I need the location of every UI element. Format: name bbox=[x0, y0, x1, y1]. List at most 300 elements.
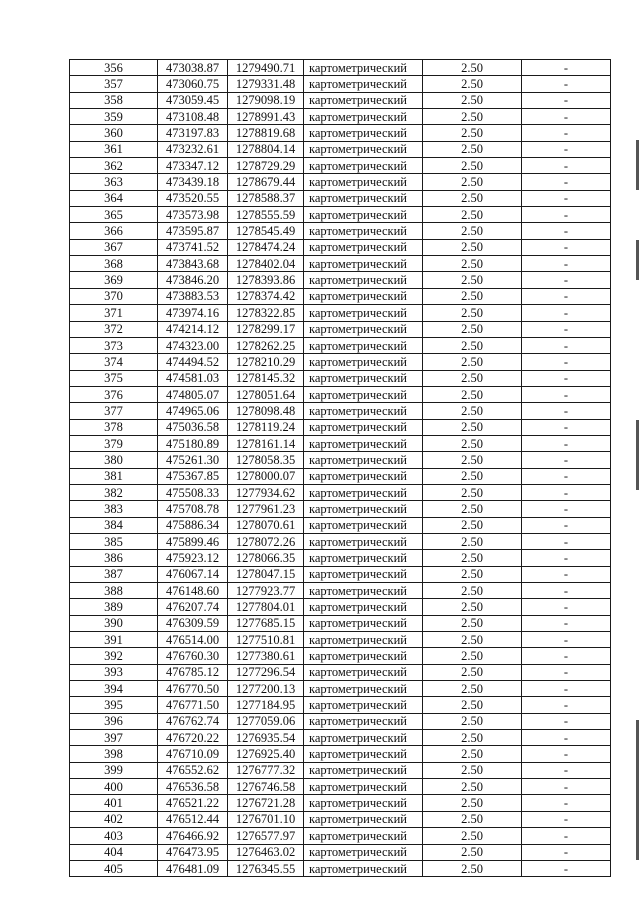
x-coordinate-cell: 476473.95 bbox=[158, 844, 228, 860]
method-cell: картометрический bbox=[304, 386, 423, 402]
x-coordinate-cell: 475923.12 bbox=[158, 550, 228, 566]
method-cell: картометрический bbox=[304, 730, 423, 746]
note-cell: - bbox=[522, 60, 611, 76]
x-coordinate-cell: 476466.92 bbox=[158, 828, 228, 844]
accuracy-cell: 2.50 bbox=[423, 828, 522, 844]
x-coordinate-cell: 474214.12 bbox=[158, 321, 228, 337]
x-coordinate-cell: 476512.44 bbox=[158, 811, 228, 827]
accuracy-cell: 2.50 bbox=[423, 190, 522, 206]
point-number-cell: 388 bbox=[70, 583, 158, 599]
note-cell: - bbox=[522, 92, 611, 108]
table-row bbox=[70, 403, 611, 419]
accuracy-cell: 2.50 bbox=[423, 550, 522, 566]
x-coordinate-cell: 473520.55 bbox=[158, 190, 228, 206]
y-coordinate-cell: 1276701.10 bbox=[228, 811, 304, 827]
x-coordinate-cell: 475367.85 bbox=[158, 468, 228, 484]
point-number-cell: 382 bbox=[70, 484, 158, 500]
accuracy-cell: 2.50 bbox=[423, 370, 522, 386]
accuracy-cell: 2.50 bbox=[423, 583, 522, 599]
note-cell: - bbox=[522, 501, 611, 517]
method-cell: картометрический bbox=[304, 321, 423, 337]
accuracy-cell: 2.50 bbox=[423, 419, 522, 435]
x-coordinate-cell: 476536.58 bbox=[158, 779, 228, 795]
accuracy-cell: 2.50 bbox=[423, 272, 522, 288]
note-cell: - bbox=[522, 370, 611, 386]
y-coordinate-cell: 1278098.48 bbox=[228, 403, 304, 419]
method-cell: картометрический bbox=[304, 60, 423, 76]
table-row bbox=[70, 501, 611, 517]
note-cell: - bbox=[522, 746, 611, 762]
method-cell: картометрический bbox=[304, 811, 423, 827]
method-cell: картометрический bbox=[304, 403, 423, 419]
y-coordinate-cell: 1277961.23 bbox=[228, 501, 304, 517]
accuracy-cell: 2.50 bbox=[423, 860, 522, 876]
method-cell: картометрический bbox=[304, 583, 423, 599]
note-cell: - bbox=[522, 664, 611, 680]
method-cell: картометрический bbox=[304, 501, 423, 517]
accuracy-cell: 2.50 bbox=[423, 795, 522, 811]
point-number-cell: 373 bbox=[70, 337, 158, 353]
y-coordinate-cell: 1276463.02 bbox=[228, 844, 304, 860]
accuracy-cell: 2.50 bbox=[423, 811, 522, 827]
method-cell: картометрический bbox=[304, 697, 423, 713]
accuracy-cell: 2.50 bbox=[423, 92, 522, 108]
method-cell: картометрический bbox=[304, 190, 423, 206]
table-row bbox=[70, 599, 611, 615]
accuracy-cell: 2.50 bbox=[423, 125, 522, 141]
x-coordinate-cell: 476148.60 bbox=[158, 583, 228, 599]
accuracy-cell: 2.50 bbox=[423, 779, 522, 795]
method-cell: картометрический bbox=[304, 713, 423, 729]
table-row bbox=[70, 664, 611, 680]
note-cell: - bbox=[522, 811, 611, 827]
x-coordinate-cell: 475261.30 bbox=[158, 452, 228, 468]
table-row bbox=[70, 779, 611, 795]
point-number-cell: 367 bbox=[70, 239, 158, 255]
note-cell: - bbox=[522, 681, 611, 697]
point-number-cell: 378 bbox=[70, 419, 158, 435]
note-cell: - bbox=[522, 419, 611, 435]
point-number-cell: 386 bbox=[70, 550, 158, 566]
note-cell: - bbox=[522, 615, 611, 631]
point-number-cell: 401 bbox=[70, 795, 158, 811]
point-number-cell: 364 bbox=[70, 190, 158, 206]
y-coordinate-cell: 1278119.24 bbox=[228, 419, 304, 435]
x-coordinate-cell: 476514.00 bbox=[158, 632, 228, 648]
table-row bbox=[70, 158, 611, 174]
x-coordinate-cell: 476552.62 bbox=[158, 762, 228, 778]
table-row bbox=[70, 468, 611, 484]
y-coordinate-cell: 1278070.61 bbox=[228, 517, 304, 533]
method-cell: картометрический bbox=[304, 468, 423, 484]
y-coordinate-cell: 1278679.44 bbox=[228, 174, 304, 190]
point-number-cell: 403 bbox=[70, 828, 158, 844]
note-cell: - bbox=[522, 452, 611, 468]
accuracy-cell: 2.50 bbox=[423, 321, 522, 337]
accuracy-cell: 2.50 bbox=[423, 746, 522, 762]
table-row bbox=[70, 484, 611, 500]
x-coordinate-cell: 476762.74 bbox=[158, 713, 228, 729]
method-cell: картометрический bbox=[304, 435, 423, 451]
table-row bbox=[70, 435, 611, 451]
table-row bbox=[70, 125, 611, 141]
note-cell: - bbox=[522, 860, 611, 876]
note-cell: - bbox=[522, 730, 611, 746]
point-number-cell: 405 bbox=[70, 860, 158, 876]
y-coordinate-cell: 1278051.64 bbox=[228, 386, 304, 402]
table-row bbox=[70, 223, 611, 239]
accuracy-cell: 2.50 bbox=[423, 713, 522, 729]
table-row bbox=[70, 419, 611, 435]
table-row bbox=[70, 795, 611, 811]
y-coordinate-cell: 1278474.24 bbox=[228, 239, 304, 255]
method-cell: картометрический bbox=[304, 828, 423, 844]
accuracy-cell: 2.50 bbox=[423, 60, 522, 76]
table-row bbox=[70, 386, 611, 402]
table-row bbox=[70, 828, 611, 844]
point-number-cell: 368 bbox=[70, 256, 158, 272]
point-number-cell: 400 bbox=[70, 779, 158, 795]
point-number-cell: 379 bbox=[70, 435, 158, 451]
method-cell: картометрический bbox=[304, 762, 423, 778]
x-coordinate-cell: 473060.75 bbox=[158, 76, 228, 92]
x-coordinate-cell: 475180.89 bbox=[158, 435, 228, 451]
accuracy-cell: 2.50 bbox=[423, 517, 522, 533]
x-coordinate-cell: 473439.18 bbox=[158, 174, 228, 190]
table-row bbox=[70, 762, 611, 778]
accuracy-cell: 2.50 bbox=[423, 681, 522, 697]
point-number-cell: 357 bbox=[70, 76, 158, 92]
point-number-cell: 371 bbox=[70, 305, 158, 321]
note-cell: - bbox=[522, 125, 611, 141]
note-cell: - bbox=[522, 484, 611, 500]
table-row bbox=[70, 550, 611, 566]
x-coordinate-cell: 474581.03 bbox=[158, 370, 228, 386]
point-number-cell: 389 bbox=[70, 599, 158, 615]
method-cell: картометрический bbox=[304, 174, 423, 190]
x-coordinate-cell: 476771.50 bbox=[158, 697, 228, 713]
x-coordinate-cell: 473741.52 bbox=[158, 239, 228, 255]
y-coordinate-cell: 1278819.68 bbox=[228, 125, 304, 141]
x-coordinate-cell: 473232.61 bbox=[158, 141, 228, 157]
note-cell: - bbox=[522, 403, 611, 419]
note-cell: - bbox=[522, 109, 611, 125]
y-coordinate-cell: 1279331.48 bbox=[228, 76, 304, 92]
x-coordinate-cell: 476521.22 bbox=[158, 795, 228, 811]
accuracy-cell: 2.50 bbox=[423, 632, 522, 648]
point-number-cell: 363 bbox=[70, 174, 158, 190]
table-row bbox=[70, 207, 611, 223]
table-row bbox=[70, 272, 611, 288]
note-cell: - bbox=[522, 158, 611, 174]
x-coordinate-cell: 475886.34 bbox=[158, 517, 228, 533]
y-coordinate-cell: 1278145.32 bbox=[228, 370, 304, 386]
accuracy-cell: 2.50 bbox=[423, 615, 522, 631]
method-cell: картометрический bbox=[304, 370, 423, 386]
y-coordinate-cell: 1278161.14 bbox=[228, 435, 304, 451]
method-cell: картометрический bbox=[304, 256, 423, 272]
point-number-cell: 370 bbox=[70, 288, 158, 304]
y-coordinate-cell: 1278545.49 bbox=[228, 223, 304, 239]
x-coordinate-cell: 476720.22 bbox=[158, 730, 228, 746]
y-coordinate-cell: 1278393.86 bbox=[228, 272, 304, 288]
point-number-cell: 376 bbox=[70, 386, 158, 402]
note-cell: - bbox=[522, 174, 611, 190]
accuracy-cell: 2.50 bbox=[423, 288, 522, 304]
note-cell: - bbox=[522, 599, 611, 615]
point-number-cell: 381 bbox=[70, 468, 158, 484]
table-row bbox=[70, 190, 611, 206]
table-row bbox=[70, 844, 611, 860]
accuracy-cell: 2.50 bbox=[423, 386, 522, 402]
accuracy-cell: 2.50 bbox=[423, 435, 522, 451]
note-cell: - bbox=[522, 828, 611, 844]
method-cell: картометрический bbox=[304, 223, 423, 239]
method-cell: картометрический bbox=[304, 746, 423, 762]
method-cell: картометрический bbox=[304, 207, 423, 223]
x-coordinate-cell: 475036.58 bbox=[158, 419, 228, 435]
y-coordinate-cell: 1277380.61 bbox=[228, 648, 304, 664]
x-coordinate-cell: 476481.09 bbox=[158, 860, 228, 876]
accuracy-cell: 2.50 bbox=[423, 239, 522, 255]
x-coordinate-cell: 473347.12 bbox=[158, 158, 228, 174]
point-number-cell: 380 bbox=[70, 452, 158, 468]
point-number-cell: 366 bbox=[70, 223, 158, 239]
note-cell: - bbox=[522, 305, 611, 321]
table-row bbox=[70, 632, 611, 648]
x-coordinate-cell: 475708.78 bbox=[158, 501, 228, 517]
method-cell: картометрический bbox=[304, 550, 423, 566]
accuracy-cell: 2.50 bbox=[423, 158, 522, 174]
y-coordinate-cell: 1277934.62 bbox=[228, 484, 304, 500]
point-number-cell: 398 bbox=[70, 746, 158, 762]
point-number-cell: 372 bbox=[70, 321, 158, 337]
note-cell: - bbox=[522, 321, 611, 337]
y-coordinate-cell: 1276746.58 bbox=[228, 779, 304, 795]
point-number-cell: 385 bbox=[70, 533, 158, 549]
method-cell: картометрический bbox=[304, 566, 423, 582]
x-coordinate-cell: 473573.98 bbox=[158, 207, 228, 223]
point-number-cell: 369 bbox=[70, 272, 158, 288]
x-coordinate-cell: 474805.07 bbox=[158, 386, 228, 402]
x-coordinate-cell: 475899.46 bbox=[158, 533, 228, 549]
coordinates-table-body bbox=[70, 60, 611, 877]
note-cell: - bbox=[522, 337, 611, 353]
accuracy-cell: 2.50 bbox=[423, 533, 522, 549]
point-number-cell: 360 bbox=[70, 125, 158, 141]
note-cell: - bbox=[522, 533, 611, 549]
point-number-cell: 374 bbox=[70, 354, 158, 370]
x-coordinate-cell: 476207.74 bbox=[158, 599, 228, 615]
note-cell: - bbox=[522, 207, 611, 223]
accuracy-cell: 2.50 bbox=[423, 223, 522, 239]
method-cell: картометрический bbox=[304, 517, 423, 533]
note-cell: - bbox=[522, 795, 611, 811]
y-coordinate-cell: 1276925.40 bbox=[228, 746, 304, 762]
accuracy-cell: 2.50 bbox=[423, 305, 522, 321]
point-number-cell: 402 bbox=[70, 811, 158, 827]
y-coordinate-cell: 1276577.97 bbox=[228, 828, 304, 844]
method-cell: картометрический bbox=[304, 533, 423, 549]
table-row bbox=[70, 305, 611, 321]
accuracy-cell: 2.50 bbox=[423, 403, 522, 419]
method-cell: картометрический bbox=[304, 779, 423, 795]
table-row bbox=[70, 288, 611, 304]
note-cell: - bbox=[522, 844, 611, 860]
x-coordinate-cell: 473883.53 bbox=[158, 288, 228, 304]
table-row bbox=[70, 681, 611, 697]
method-cell: картометрический bbox=[304, 452, 423, 468]
note-cell: - bbox=[522, 354, 611, 370]
y-coordinate-cell: 1277923.77 bbox=[228, 583, 304, 599]
note-cell: - bbox=[522, 76, 611, 92]
point-number-cell: 404 bbox=[70, 844, 158, 860]
method-cell: картометрический bbox=[304, 125, 423, 141]
accuracy-cell: 2.50 bbox=[423, 501, 522, 517]
y-coordinate-cell: 1277510.81 bbox=[228, 632, 304, 648]
table-row bbox=[70, 174, 611, 190]
method-cell: картометрический bbox=[304, 844, 423, 860]
method-cell: картометрический bbox=[304, 632, 423, 648]
point-number-cell: 390 bbox=[70, 615, 158, 631]
method-cell: картометрический bbox=[304, 158, 423, 174]
table-row bbox=[70, 60, 611, 76]
accuracy-cell: 2.50 bbox=[423, 762, 522, 778]
table-row bbox=[70, 141, 611, 157]
table-row bbox=[70, 697, 611, 713]
table-row bbox=[70, 533, 611, 549]
method-cell: картометрический bbox=[304, 648, 423, 664]
y-coordinate-cell: 1277804.01 bbox=[228, 599, 304, 615]
method-cell: картометрический bbox=[304, 681, 423, 697]
y-coordinate-cell: 1278210.29 bbox=[228, 354, 304, 370]
note-cell: - bbox=[522, 550, 611, 566]
note-cell: - bbox=[522, 223, 611, 239]
point-number-cell: 396 bbox=[70, 713, 158, 729]
point-number-cell: 391 bbox=[70, 632, 158, 648]
accuracy-cell: 2.50 bbox=[423, 337, 522, 353]
y-coordinate-cell: 1276935.54 bbox=[228, 730, 304, 746]
x-coordinate-cell: 473059.45 bbox=[158, 92, 228, 108]
y-coordinate-cell: 1278058.35 bbox=[228, 452, 304, 468]
x-coordinate-cell: 473197.83 bbox=[158, 125, 228, 141]
table-row bbox=[70, 517, 611, 533]
y-coordinate-cell: 1278299.17 bbox=[228, 321, 304, 337]
accuracy-cell: 2.50 bbox=[423, 76, 522, 92]
point-number-cell: 365 bbox=[70, 207, 158, 223]
y-coordinate-cell: 1278555.59 bbox=[228, 207, 304, 223]
table-row bbox=[70, 583, 611, 599]
y-coordinate-cell: 1277296.54 bbox=[228, 664, 304, 680]
y-coordinate-cell: 1278072.26 bbox=[228, 533, 304, 549]
method-cell: картометрический bbox=[304, 109, 423, 125]
x-coordinate-cell: 476785.12 bbox=[158, 664, 228, 680]
table-row bbox=[70, 746, 611, 762]
x-coordinate-cell: 474323.00 bbox=[158, 337, 228, 353]
note-cell: - bbox=[522, 386, 611, 402]
y-coordinate-cell: 1277184.95 bbox=[228, 697, 304, 713]
accuracy-cell: 2.50 bbox=[423, 648, 522, 664]
note-cell: - bbox=[522, 468, 611, 484]
note-cell: - bbox=[522, 648, 611, 664]
table-row bbox=[70, 860, 611, 876]
y-coordinate-cell: 1278374.42 bbox=[228, 288, 304, 304]
point-number-cell: 356 bbox=[70, 60, 158, 76]
table-row bbox=[70, 811, 611, 827]
method-cell: картометрический bbox=[304, 419, 423, 435]
y-coordinate-cell: 1276721.28 bbox=[228, 795, 304, 811]
point-number-cell: 383 bbox=[70, 501, 158, 517]
y-coordinate-cell: 1278729.29 bbox=[228, 158, 304, 174]
method-cell: картометрический bbox=[304, 484, 423, 500]
x-coordinate-cell: 473846.20 bbox=[158, 272, 228, 288]
y-coordinate-cell: 1277685.15 bbox=[228, 615, 304, 631]
method-cell: картометрический bbox=[304, 272, 423, 288]
point-number-cell: 395 bbox=[70, 697, 158, 713]
table-row bbox=[70, 713, 611, 729]
note-cell: - bbox=[522, 779, 611, 795]
method-cell: картометрический bbox=[304, 795, 423, 811]
x-coordinate-cell: 476710.09 bbox=[158, 746, 228, 762]
accuracy-cell: 2.50 bbox=[423, 697, 522, 713]
accuracy-cell: 2.50 bbox=[423, 207, 522, 223]
method-cell: картометрический bbox=[304, 141, 423, 157]
accuracy-cell: 2.50 bbox=[423, 844, 522, 860]
method-cell: картометрический bbox=[304, 354, 423, 370]
accuracy-cell: 2.50 bbox=[423, 468, 522, 484]
point-number-cell: 384 bbox=[70, 517, 158, 533]
table-row bbox=[70, 730, 611, 746]
point-number-cell: 394 bbox=[70, 681, 158, 697]
note-cell: - bbox=[522, 435, 611, 451]
x-coordinate-cell: 473974.16 bbox=[158, 305, 228, 321]
table-row bbox=[70, 76, 611, 92]
x-coordinate-cell: 473843.68 bbox=[158, 256, 228, 272]
table-row bbox=[70, 337, 611, 353]
method-cell: картометрический bbox=[304, 337, 423, 353]
method-cell: картометрический bbox=[304, 664, 423, 680]
y-coordinate-cell: 1277059.06 bbox=[228, 713, 304, 729]
method-cell: картометрический bbox=[304, 288, 423, 304]
y-coordinate-cell: 1278588.37 bbox=[228, 190, 304, 206]
y-coordinate-cell: 1277200.13 bbox=[228, 681, 304, 697]
note-cell: - bbox=[522, 697, 611, 713]
method-cell: картометрический bbox=[304, 860, 423, 876]
table-row bbox=[70, 109, 611, 125]
table-row bbox=[70, 648, 611, 664]
method-cell: картометрический bbox=[304, 599, 423, 615]
table-row bbox=[70, 256, 611, 272]
accuracy-cell: 2.50 bbox=[423, 354, 522, 370]
x-coordinate-cell: 473108.48 bbox=[158, 109, 228, 125]
x-coordinate-cell: 476760.30 bbox=[158, 648, 228, 664]
note-cell: - bbox=[522, 713, 611, 729]
x-coordinate-cell: 473595.87 bbox=[158, 223, 228, 239]
point-number-cell: 392 bbox=[70, 648, 158, 664]
accuracy-cell: 2.50 bbox=[423, 174, 522, 190]
method-cell: картометрический bbox=[304, 239, 423, 255]
x-coordinate-cell: 475508.33 bbox=[158, 484, 228, 500]
accuracy-cell: 2.50 bbox=[423, 730, 522, 746]
point-number-cell: 397 bbox=[70, 730, 158, 746]
point-number-cell: 359 bbox=[70, 109, 158, 125]
y-coordinate-cell: 1278322.85 bbox=[228, 305, 304, 321]
note-cell: - bbox=[522, 141, 611, 157]
point-number-cell: 399 bbox=[70, 762, 158, 778]
table-row bbox=[70, 321, 611, 337]
accuracy-cell: 2.50 bbox=[423, 484, 522, 500]
y-coordinate-cell: 1276777.32 bbox=[228, 762, 304, 778]
